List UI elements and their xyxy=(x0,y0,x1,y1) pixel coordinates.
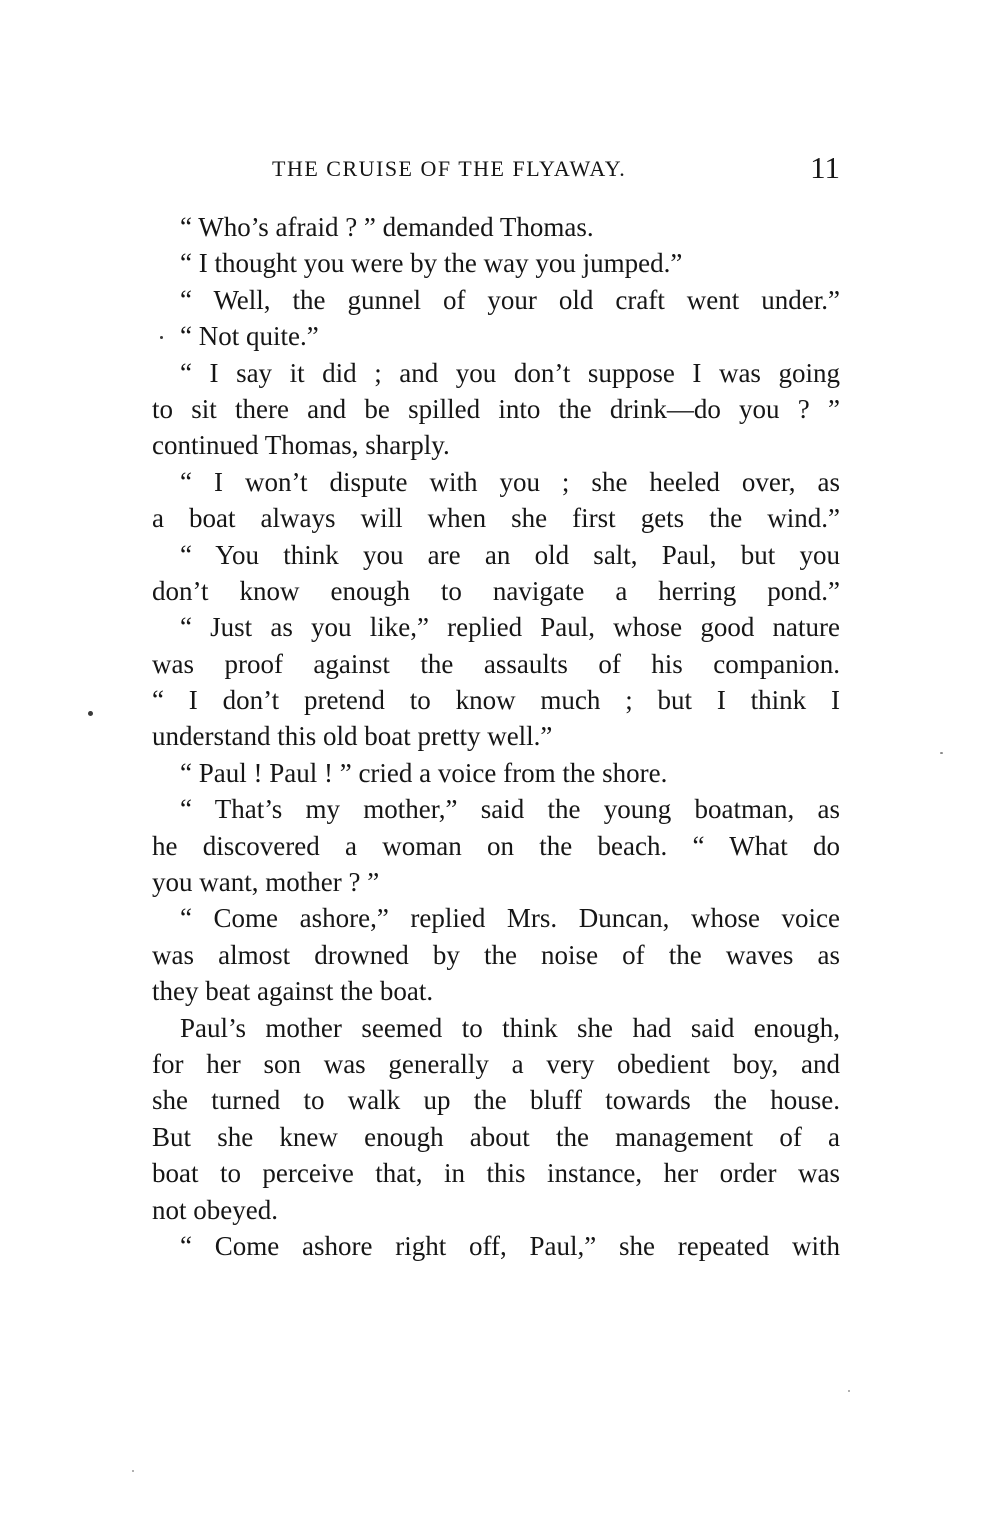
text-line: she turned to walk up the bluff towards the house. xyxy=(152,1085,840,1116)
text-line: not obeyed. xyxy=(152,1194,278,1225)
running-title: THE CRUISE OF THE FLYAWAY. xyxy=(272,156,627,181)
text-line: don’t know enough to navigate a herring pond.” xyxy=(152,575,840,606)
text-line: to sit there and be spilled into the drink—do you ? ” xyxy=(152,393,840,424)
text-line: “ You think you are an old salt, Paul, but you xyxy=(180,539,840,570)
text-line: you want, mother ? ” xyxy=(152,867,380,898)
text-line: Paul’s mother seemed to think she had said enough, xyxy=(180,1012,840,1043)
text-line: “ I won’t dispute with you ; she heeled over, as xyxy=(180,466,840,497)
scan-speck xyxy=(132,1470,134,1472)
text-line: for her son was generally a very obedient boy, and xyxy=(152,1048,840,1079)
text-line: boat to perceive that, in this instance, her order was xyxy=(152,1158,840,1189)
text-line: “ I thought you were by the way you jumped.” xyxy=(180,248,683,279)
text-line: “ Come ashore right off, Paul,” she repeated with xyxy=(180,1230,840,1261)
text-line: was proof against the assaults of his companion. xyxy=(152,648,840,679)
text-line: understand this old boat pretty well.” xyxy=(152,721,553,752)
text-line: “ I don’t pretend to know much ; but I think I xyxy=(152,685,840,716)
text-line: “ Who’s afraid ? ” demanded Thomas. xyxy=(180,212,594,242)
text-line: “ I say it did ; and you don’t suppose I was going xyxy=(180,357,840,388)
text-line: a boat always will when she first gets the wind.” xyxy=(152,503,840,534)
scan-speck xyxy=(848,1390,850,1392)
text-line: But she knew enough about the management of a xyxy=(152,1121,840,1152)
scan-speck xyxy=(88,711,93,716)
text-line: they beat against the boat. xyxy=(152,976,434,1007)
text-line: “ Come ashore,” replied Mrs. Duncan, whose voice xyxy=(180,903,840,934)
running-head xyxy=(152,150,840,190)
text-line: “ Just as you like,” replied Paul, whose good nature xyxy=(180,612,840,643)
text-line: continued Thomas, sharply. xyxy=(152,430,450,461)
text-line: “ Not quite.” xyxy=(180,321,319,352)
text-line: “ That’s my mother,” said the young boatman, as xyxy=(180,794,840,825)
text-line: was almost drowned by the noise of the waves as xyxy=(152,939,840,970)
text-line: “ Well, the gunnel of your old craft went under.” xyxy=(180,284,840,315)
scan-speck xyxy=(160,336,163,339)
body-text xyxy=(152,209,840,1264)
text-line: “ Paul ! Paul ! ” cried a voice from the shore. xyxy=(180,757,668,788)
text-line: he discovered a woman on the beach. “ What do xyxy=(152,830,840,861)
page-number: 11 xyxy=(810,150,840,185)
scan-speck xyxy=(940,752,943,754)
